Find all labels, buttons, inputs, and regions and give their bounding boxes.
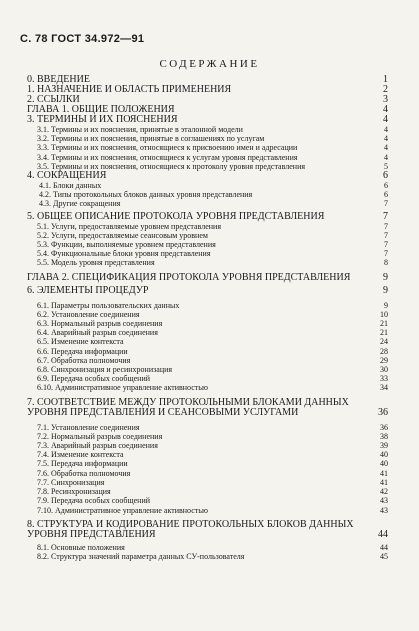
table-of-contents	[27, 75, 388, 561]
toc-entry-text: 7.8. Ресинхронизация	[37, 487, 111, 497]
toc-page-number: 3	[383, 94, 388, 105]
toc-entry-text: 6.1. Параметры пользовательских данных	[37, 300, 180, 310]
toc-page-number: 21	[380, 328, 388, 338]
toc-entry[interactable]	[27, 365, 388, 374]
toc-entry-text: 6.9. Передача особых сообщений	[37, 374, 151, 384]
toc-entry-text: 4. СОКРАЩЕНИЯ	[27, 170, 107, 182]
toc-entry-text: 5.1. Услуги, предоставляемые уровнем представления	[37, 221, 222, 231]
toc-page-number: 4	[384, 143, 388, 153]
toc-entry-text: 4.1. Блоки данных	[39, 181, 102, 191]
toc-entry-text: 7.6. Обработка полномочия	[37, 468, 131, 478]
toc-entry[interactable]	[27, 134, 388, 143]
toc-entry[interactable]	[27, 487, 388, 496]
toc-entry[interactable]	[27, 181, 388, 190]
toc-page-number: 9	[383, 284, 388, 296]
toc-entry[interactable]	[27, 423, 388, 432]
toc-page-number: 36	[378, 406, 388, 418]
toc-page-number: 40	[380, 450, 388, 460]
toc-page-number: 6	[383, 170, 388, 182]
toc-entry[interactable]	[27, 319, 388, 328]
toc-entry[interactable]	[27, 199, 388, 208]
toc-entry[interactable]	[27, 552, 388, 561]
toc-page-number: 29	[380, 355, 388, 365]
toc-entry[interactable]	[27, 441, 388, 450]
toc-page-number: 28	[380, 346, 388, 356]
toc-page-number: 43	[380, 496, 388, 506]
toc-entry-text: 3.2. Термины и их пояснения, принятые в соглашениях по услугам	[37, 134, 265, 144]
toc-entry[interactable]	[27, 273, 388, 283]
toc-entry-text: 7.1. Установление соединения	[37, 422, 140, 432]
page-title: СОДЕРЖАНИЕ	[159, 58, 260, 70]
toc-page-number: 4	[383, 104, 388, 115]
toc-entry-text: 6.2. Установление соединения	[37, 309, 140, 319]
toc-entry-text: 6.5. Изменение контекста	[37, 337, 124, 347]
toc-page-number: 36	[380, 422, 388, 432]
toc-entry-text: 5.3. Функции, выполняемые уровнем представления	[37, 240, 216, 250]
toc-entry[interactable]	[27, 356, 388, 365]
toc-entry[interactable]	[27, 328, 388, 337]
toc-entry-text: 7.2. Нормальный разрыв соединения	[37, 431, 163, 441]
toc-entry[interactable]	[27, 222, 388, 231]
toc-page-number: 9	[383, 271, 388, 283]
toc-entry[interactable]	[27, 258, 388, 267]
toc-entry[interactable]	[27, 125, 388, 134]
toc-entry[interactable]	[27, 520, 388, 540]
toc-page-number: 6	[384, 190, 388, 200]
toc-page-number: 24	[380, 337, 388, 347]
toc-entry-text: 7. СООТВЕТСТВИЕ МЕЖДУ ПРОТОКОЛЬНЫМИ БЛОКАМИ ДАННЫХ УРОВНЯ ПРЕДСТАВЛЕНИЯ И СЕАНСОВЫМИ УСЛУГАМИ	[27, 396, 349, 418]
toc-entry[interactable]	[27, 115, 388, 125]
toc-page-number: 7	[384, 249, 388, 259]
toc-entry-text: 8.2. Структура значений параметра данных СУ-пользователя	[37, 551, 245, 561]
toc-entry[interactable]	[27, 249, 388, 258]
toc-entry-text: 5.4. Функциональные блоки уровня представления	[37, 249, 211, 259]
toc-page-number: 6	[384, 181, 388, 191]
toc-entry-text: 8. СТРУКТУРА И КОДИРОВАНИЕ ПРОТОКОЛЬНЫХ БЛОКОВ ДАННЫХ УРОВНЯ ПРЕДСТАВЛЕНИЯ	[27, 518, 354, 540]
toc-page-number: 41	[380, 468, 388, 478]
toc-entry-text: 7.3. Аварийный разрыв соединения	[37, 441, 158, 451]
toc-page-number: 44	[380, 542, 388, 552]
toc-page-number: 4	[384, 125, 388, 134]
toc-page-number: 45	[380, 551, 388, 561]
toc-page-number: 34	[380, 383, 388, 393]
toc-entry[interactable]	[27, 310, 388, 319]
toc-page-number: 7	[383, 210, 388, 222]
toc-entry[interactable]	[27, 143, 388, 152]
toc-page-number: 2	[383, 84, 388, 95]
toc-entry-text: ГЛАВА 2. СПЕЦИФИКАЦИЯ ПРОТОКОЛА УРОВНЯ ПРЕДСТАВЛЕНИЯ	[27, 271, 351, 283]
toc-entry[interactable]	[27, 383, 388, 392]
toc-entry[interactable]	[27, 240, 388, 249]
toc-page-number: 30	[380, 365, 388, 375]
toc-page-number: 7	[384, 230, 388, 240]
toc-page-number: 7	[384, 221, 388, 231]
toc-entry-text: 4.3. Другие сокращения	[39, 199, 121, 209]
toc-entry-text: 6.10. Административное управление активностью	[37, 383, 208, 393]
toc-entry-text: 3.5. Термины и их пояснения, относящиеся к протоколу уровня представления	[37, 161, 306, 171]
toc-entry-text: 6. ЭЛЕМЕНТЫ ПРОЦЕДУР	[27, 284, 149, 296]
toc-entry-text: 2. ССЫЛКИ	[27, 94, 80, 105]
toc-entry-text: 1. НАЗНАЧЕНИЕ И ОБЛАСТЬ ПРИМЕНЕНИЯ	[27, 84, 232, 95]
toc-page-number: 39	[380, 441, 388, 451]
toc-entry[interactable]	[27, 212, 388, 222]
toc-entry-text: 3.3. Термины и их пояснения, относящиеся к присвоению имен и адресации	[37, 143, 298, 153]
toc-entry-text: 6.8. Синхронизация и ресинхронизация	[37, 365, 173, 375]
toc-page-number: 40	[380, 459, 388, 469]
toc-entry-text: 6.7. Обработка полномочия	[37, 355, 131, 365]
toc-entry-text: 7.10. Административное управление активностью	[37, 505, 208, 515]
toc-page-number: 4	[383, 114, 388, 125]
toc-page-number: 9	[384, 300, 388, 310]
toc-entry-text: 0. ВВЕДЕНИЕ	[27, 74, 90, 85]
toc-page-number: 5	[384, 161, 388, 171]
toc-page-number: 8	[384, 258, 388, 268]
toc-page-number: 1	[383, 74, 388, 85]
toc-entry-text: 3.1. Термины и их пояснения, принятые в эталонной модели	[37, 125, 243, 134]
toc-entry[interactable]	[27, 450, 388, 459]
toc-page-number: 38	[380, 431, 388, 441]
toc-entry[interactable]	[27, 153, 388, 162]
toc-entry[interactable]	[27, 337, 388, 346]
toc-entry[interactable]	[27, 459, 388, 468]
toc-entry-text: 6.4. Аварийный разрыв соединения	[37, 328, 158, 338]
toc-page-number: 4	[384, 152, 388, 162]
toc-entry[interactable]	[27, 506, 388, 515]
toc-entry-text: 7.5. Передача информации	[37, 459, 128, 469]
toc-entry-text: 7.9. Передача особых сообщений	[37, 496, 151, 506]
toc-entry-text: 5.5. Модель уровня представления	[37, 258, 155, 268]
toc-entry-text: ГЛАВА 1. ОБЩИЕ ПОЛОЖЕНИЯ	[27, 104, 175, 115]
toc-entry[interactable]	[27, 301, 388, 310]
toc-entry[interactable]	[27, 347, 388, 356]
toc-page-number: 4	[384, 134, 388, 144]
toc-entry-text: 5. ОБЩЕЕ ОПИСАНИЕ ПРОТОКОЛА УРОВНЯ ПРЕДСТАВЛЕНИЯ	[27, 210, 325, 222]
toc-entry[interactable]	[27, 478, 388, 487]
toc-entry[interactable]	[27, 286, 388, 296]
toc-entry-text: 7.7. Синхронизация	[37, 477, 105, 487]
toc-entry[interactable]	[27, 496, 388, 505]
toc-entry[interactable]	[27, 469, 388, 478]
toc-page-number: 43	[380, 505, 388, 515]
toc-entry-text: 6.3. Нормальный разрыв соединения	[37, 319, 163, 329]
toc-entry[interactable]	[27, 543, 388, 552]
toc-entry-text: 5.2. Услуги, предоставляемые сеансовым уровнем	[37, 230, 208, 240]
toc-page-number: 44	[378, 528, 388, 540]
toc-entry-text: 3. ТЕРМИНЫ И ИХ ПОЯСНЕНИЯ	[27, 114, 178, 125]
page-header: С. 78 ГОСТ 34.972—91	[20, 33, 145, 45]
toc-entry-text: 8.1. Основные положения	[37, 542, 125, 552]
toc-entry[interactable]	[27, 432, 388, 441]
toc-entry[interactable]	[27, 231, 388, 240]
toc-entry[interactable]	[27, 171, 388, 181]
toc-page-number: 42	[380, 487, 388, 497]
toc-page-number: 7	[384, 240, 388, 250]
toc-entry[interactable]	[27, 374, 388, 383]
toc-page-number: 7	[384, 199, 388, 209]
toc-page-number: 41	[380, 477, 388, 487]
toc-page-number: 33	[380, 374, 388, 384]
toc-page-number: 10	[380, 309, 388, 319]
toc-entry-text: 6.6. Передача информации	[37, 346, 128, 356]
toc-entry-text: 7.4. Изменение контекста	[37, 450, 124, 460]
toc-entry[interactable]	[27, 398, 388, 418]
toc-entry[interactable]	[27, 85, 388, 95]
toc-entry[interactable]	[27, 190, 388, 199]
toc-entry-text: 3.4. Термины и их пояснения, относящиеся к услугам уровня представления	[37, 152, 298, 162]
toc-page-number: 21	[380, 319, 388, 329]
toc-entry-text: 4.2. Типы протокольных блоков данных уровня представления	[39, 190, 253, 200]
